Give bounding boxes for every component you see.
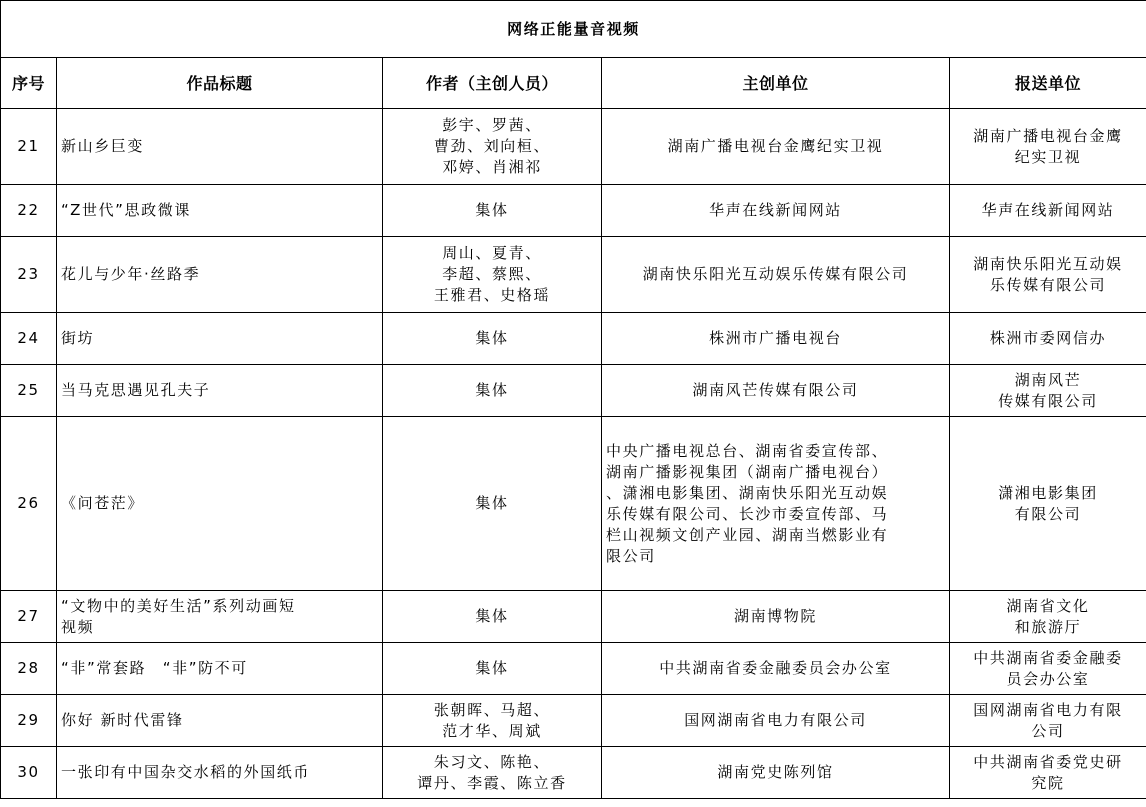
submitting-unit bbox=[950, 417, 1146, 591]
submitting-unit bbox=[950, 643, 1146, 695]
creator-unit bbox=[602, 109, 950, 185]
table-row bbox=[1, 417, 1146, 591]
work-title-line: “Z世代”思政微课 bbox=[61, 201, 191, 219]
author-cell bbox=[383, 695, 602, 747]
submitting-unit-line: 潇湘电影集团 bbox=[998, 483, 1098, 502]
creator-unit-line: 湖南广播电视台金鹰纪实卫视 bbox=[667, 137, 884, 155]
author-cell-line: 谭丹、李霞、陈立香 bbox=[417, 773, 567, 792]
col-header-number: 序号 bbox=[1, 58, 57, 109]
submitting-unit-line: 株洲市委网信办 bbox=[989, 329, 1107, 347]
author-cell-line: 朱习文、陈艳、 bbox=[433, 752, 551, 771]
work-title bbox=[57, 237, 383, 313]
author-cell-line: 邓婷、肖湘祁 bbox=[442, 158, 542, 176]
row-number: 23 bbox=[1, 237, 57, 313]
submitting-unit-line: 纪实卫视 bbox=[1014, 147, 1082, 166]
creator-unit-line: 株洲市广播电视台 bbox=[709, 329, 842, 347]
creator-unit-line: 乐传媒有限公司、长沙市委宣传部、马 bbox=[606, 504, 889, 523]
work-title bbox=[57, 313, 383, 365]
author-cell-line: 集体 bbox=[475, 201, 509, 219]
submitting-unit-line: 华声在线新闻网站 bbox=[981, 201, 1115, 219]
author-cell-line: 周山、夏青、 bbox=[442, 244, 542, 262]
creator-unit-line: 限公司 bbox=[606, 546, 656, 565]
author-cell-line: 集体 bbox=[475, 494, 509, 512]
table-row bbox=[1, 185, 1146, 237]
table-row bbox=[1, 237, 1146, 313]
author-cell-line: 集体 bbox=[475, 659, 509, 677]
header-row bbox=[1, 58, 1146, 109]
work-title bbox=[57, 185, 383, 237]
submitting-unit-line: 有限公司 bbox=[1014, 504, 1082, 523]
creator-unit-line: 国网湖南省电力有限公司 bbox=[684, 711, 867, 729]
work-title-line: 当马克思遇见孔夫子 bbox=[61, 381, 211, 399]
table-row bbox=[1, 591, 1146, 643]
creator-unit bbox=[602, 417, 950, 591]
row-number: 24 bbox=[1, 313, 57, 365]
author-cell-line: 彭宇、罗茜、 bbox=[442, 116, 542, 134]
submitting-unit-line: 乐传媒有限公司 bbox=[989, 275, 1107, 294]
work-title-line: 你好 新时代雷锋 bbox=[61, 711, 184, 729]
creator-unit bbox=[602, 365, 950, 417]
creator-unit bbox=[602, 643, 950, 695]
col-header-creator-unit: 主创单位 bbox=[602, 58, 950, 109]
creator-unit-line: 湖南广播影视集团（湖南广播电视台） bbox=[606, 462, 889, 481]
work-title-line: 一张印有中国杂交水稻的外国纸币 bbox=[61, 763, 311, 781]
author-cell-line: 李超、蔡熙、 bbox=[442, 265, 542, 283]
submitting-unit-line: 究院 bbox=[1031, 773, 1065, 792]
submitting-unit-line: 传媒有限公司 bbox=[998, 391, 1098, 410]
submitting-unit bbox=[950, 695, 1146, 747]
work-title-line: “非”常套路 “非”防不可 bbox=[61, 659, 248, 677]
row-number: 21 bbox=[1, 109, 57, 185]
submitting-unit-line: 国网湖南省电力有限 bbox=[973, 700, 1123, 719]
submitting-unit-line: 湖南省文化 bbox=[1006, 596, 1090, 615]
submitting-unit bbox=[950, 237, 1146, 313]
creator-unit-line: 华声在线新闻网站 bbox=[709, 201, 842, 219]
creator-unit-line: 湖南快乐阳光互动娱乐传媒有限公司 bbox=[642, 265, 909, 283]
work-title bbox=[57, 591, 383, 643]
table-row bbox=[1, 109, 1146, 185]
row-number: 29 bbox=[1, 695, 57, 747]
row-number: 28 bbox=[1, 643, 57, 695]
author-cell bbox=[383, 365, 602, 417]
author-cell bbox=[383, 643, 602, 695]
author-cell bbox=[383, 747, 602, 799]
work-title-line: 街坊 bbox=[61, 329, 95, 347]
submitting-unit-line: 和旅游厅 bbox=[1014, 617, 1082, 636]
table-row bbox=[1, 643, 1146, 695]
work-title-line: 花儿与少年·丝路季 bbox=[61, 265, 201, 283]
submitting-unit-line: 中共湖南省委党史研 bbox=[973, 752, 1123, 771]
table-row bbox=[1, 365, 1146, 417]
submitting-unit-line: 湖南快乐阳光互动娱 bbox=[973, 254, 1123, 273]
author-cell-line: 集体 bbox=[475, 381, 509, 399]
submitting-unit bbox=[950, 365, 1146, 417]
creator-unit bbox=[602, 185, 950, 237]
work-title-line: 视频 bbox=[61, 617, 95, 636]
author-cell-line: 张朝晖、马超、 bbox=[433, 700, 551, 719]
creator-unit-line: 中共湖南省委金融委员会办公室 bbox=[659, 659, 892, 677]
author-cell-line: 范才华、周斌 bbox=[442, 721, 542, 740]
table-row bbox=[1, 313, 1146, 365]
author-cell-line: 王雅君、史格瑶 bbox=[433, 286, 551, 304]
submitting-unit-line: 员会办公室 bbox=[1006, 669, 1090, 688]
submitting-unit bbox=[950, 313, 1146, 365]
creator-unit-line: 湖南党史陈列馆 bbox=[717, 763, 834, 781]
creator-unit-line: 栏山视频文创产业园、湖南当燃影业有 bbox=[606, 525, 889, 544]
creator-unit bbox=[602, 237, 950, 313]
col-header-submitting-unit: 报送单位 bbox=[950, 58, 1146, 109]
author-cell bbox=[383, 313, 602, 365]
work-title bbox=[57, 109, 383, 185]
author-cell bbox=[383, 417, 602, 591]
creator-unit-line: 中央广播电视总台、湖南省委宣传部、 bbox=[606, 441, 889, 460]
submitting-unit-line: 湖南风芒 bbox=[1014, 370, 1082, 389]
row-number: 30 bbox=[1, 747, 57, 799]
author-cell-line: 曹劲、刘向桓、 bbox=[433, 137, 551, 155]
author-cell-line: 集体 bbox=[475, 329, 509, 347]
work-title-line: “文物中的美好生活”系列动画短 bbox=[61, 596, 296, 615]
creator-unit bbox=[602, 747, 950, 799]
work-title bbox=[57, 643, 383, 695]
submitting-unit-line: 公司 bbox=[1031, 721, 1065, 740]
submitting-unit-line: 中共湖南省委金融委 bbox=[973, 648, 1123, 667]
col-header-author: 作者（主创人员） bbox=[383, 58, 602, 109]
submitting-unit-line: 湖南广播电视台金鹰 bbox=[973, 126, 1123, 145]
submitting-unit bbox=[950, 591, 1146, 643]
submitting-unit bbox=[950, 109, 1146, 185]
work-title bbox=[57, 695, 383, 747]
work-title bbox=[57, 365, 383, 417]
row-number: 25 bbox=[1, 365, 57, 417]
creator-unit-line: 、潇湘电影集团、湖南快乐阳光互动娱 bbox=[606, 483, 889, 502]
creator-unit-line: 湖南博物院 bbox=[733, 607, 817, 625]
col-header-title: 作品标题 bbox=[57, 58, 383, 109]
author-cell bbox=[383, 109, 602, 185]
creator-unit-line: 湖南风芒传媒有限公司 bbox=[692, 381, 859, 399]
table-title: 网络正能量音视频 bbox=[1, 1, 1146, 58]
row-number: 26 bbox=[1, 417, 57, 591]
author-cell-line: 集体 bbox=[475, 607, 509, 625]
creator-unit bbox=[602, 313, 950, 365]
author-cell bbox=[383, 185, 602, 237]
creator-unit bbox=[602, 591, 950, 643]
row-number: 27 bbox=[1, 591, 57, 643]
author-cell bbox=[383, 237, 602, 313]
work-title bbox=[57, 417, 383, 591]
table-row bbox=[1, 747, 1146, 799]
submitting-unit bbox=[950, 185, 1146, 237]
work-title-line: 《问苍茫》 bbox=[61, 494, 145, 512]
submitting-unit bbox=[950, 747, 1146, 799]
work-title-line: 新山乡巨变 bbox=[61, 137, 145, 155]
creator-unit bbox=[602, 695, 950, 747]
author-cell bbox=[383, 591, 602, 643]
table-row bbox=[1, 695, 1146, 747]
work-title bbox=[57, 747, 383, 799]
row-number: 22 bbox=[1, 185, 57, 237]
